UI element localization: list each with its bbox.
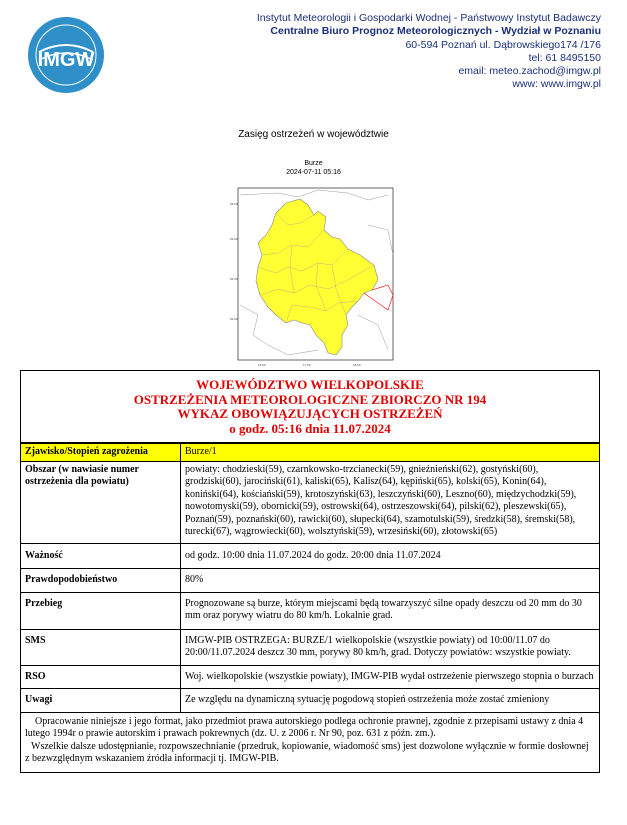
table-row (21, 689, 599, 712)
svg-text:52.00: 52.00 (230, 317, 238, 321)
department-name: Centralne Biuro Prognoz Meteorologicznych - Wydział w Poznaniu (270, 25, 601, 38)
map-datetime: 2024-07-11 05:16 (286, 168, 341, 176)
copyright-footer (21, 712, 599, 772)
warning-table (21, 443, 599, 712)
redistribution-paragraph: Wszelkie dalsze udostępnianie, rozpowszechnianie (przedruk, kopiowanie, wiadomość sms) jest dozwolone wyłącznie w formie dosłownej z bezwzględnym wskazaniem źródła informacji tj. IMGW-PIB. (25, 740, 589, 764)
logo-text: IMGW (37, 49, 95, 71)
row-value: Woj. wielkopolskie (wszystkie powiaty), IMGW-PIB wydał ostrzeżenie pierwszego stopnia o burzach (181, 665, 600, 689)
table-row (21, 569, 599, 593)
table-row (21, 461, 599, 543)
row-value: powiaty: chodzieski(59), czarnkowsko-trzcianecki(59), gnieźnieński(62), gostyński(60), grodziski(60), jarociński(61), kaliski(65), Kalisz(64), kępiński(65), kolski(65), Konin(64), koniński(64), kościański(59), krotoszyński(63), leszczyński(60), Leszno(60), międzychodzki(59), nowotomyski(59), obornicki(59), ostrowski(64), ostrzeszowski(64), pilski(62), pleszewski(65), Poznań(59), poznański(60), rawicki(60), słupecki(64), szamotulski(59), średzki(58), śremski(58), turecki(67), wągrowiecki(60), wolsztyński(59), wrzesiński(60), złotowski(65) (181, 461, 600, 543)
copyright-paragraph: Opracowanie niniejsze i jego format, jako przedmiot prawa autorskiego podlega ochronie prawnej, zgodnie z przepisami ustawy z dnia 4 lutego 1994r o prawie autorskim i prawach pokrewnych (dz. U. z 2006 r. Nr 90, poz. 631 z późn. zm.). (25, 715, 584, 739)
row-value: IMGW-PIB OSTRZEGA: BURZE/1 wielkopolskie (wszystkie powiaty) od 10:00/11.07 do 20:00/11.07.2024 deszcz 30 mm, porywy 80 km/h, grad. Dotyczy powiatów: wszystkie powiaty. (181, 629, 600, 665)
table-row (21, 444, 599, 462)
phone: tel: 61 8495150 (528, 51, 601, 64)
title-line-list: WYKAZ OBOWIĄZUJĄCYCH OSTRZEŻEŃ (177, 406, 443, 421)
map-title: Burze (304, 160, 323, 167)
title-line-number: OSTRZEŻENIA METEOROLOGICZNE ZBIORCZO NR 194 (133, 391, 487, 407)
svg-text:18.00: 18.00 (353, 363, 361, 367)
row-label: RSO (21, 665, 181, 689)
row-value: Ze względu na dynamiczną sytuację pogodową stopień ostrzeżenia może zostać zmieniony (181, 689, 600, 712)
map-section-title: Zasięg ostrzeżeń w województwie (238, 129, 389, 140)
email: email: meteo.zachod@imgw.pl (458, 65, 601, 78)
warning-document (20, 370, 600, 773)
imgw-logo (27, 16, 105, 94)
warning-title (21, 371, 599, 443)
row-label: Prawdopodobieństwo (21, 569, 181, 593)
row-label: Uwagi (21, 689, 181, 712)
row-value: 80% (181, 569, 600, 593)
institute-name: Instytut Meteorologii i Gospodarki Wodnej - Państwowy Instytut Badawczy (256, 12, 601, 24)
svg-text:17.00: 17.00 (303, 363, 311, 367)
institute-header (257, 12, 601, 92)
row-label: SMS (21, 629, 181, 665)
row-label: Przebieg (21, 592, 181, 629)
website: www: www.imgw.pl (512, 78, 601, 91)
address: 60-594 Poznań ul. Dąbrowskiego174 /176 (405, 38, 601, 51)
row-value: Burze/1 (181, 444, 600, 462)
svg-text:16.00: 16.00 (258, 363, 266, 367)
table-row (21, 665, 599, 689)
svg-text:53.00: 53.00 (230, 237, 238, 241)
table-row (21, 592, 599, 629)
table-row (21, 629, 599, 665)
row-label: Obszar (w nawiasie numer ostrzeżenia dla powiatu) (21, 461, 181, 543)
row-value: Prognozowane są burze, którym miejscami będą towarzyszyć silne opady deszczu od 20 mm do 30 mm oraz porywy wiatru do 80 km/h. Lokalnie grad. (181, 592, 600, 629)
row-label: Zjawisko/Stopień zagrożenia (21, 444, 181, 462)
warning-map (228, 185, 398, 370)
title-line-time: o godz. 05:16 dnia 11.07.2024 (229, 420, 391, 436)
row-label: Ważność (21, 543, 181, 569)
svg-text:52.50: 52.50 (230, 277, 238, 281)
title-line-region: WOJEWÓDZTWO WIELKOPOLSKIE (196, 377, 424, 392)
svg-text:53.50: 53.50 (230, 202, 238, 206)
map-caption (0, 160, 627, 177)
row-value: od godz. 10:00 dnia 11.07.2024 do godz. 20:00 dnia 11.07.2024 (181, 543, 600, 569)
table-row (21, 543, 599, 569)
